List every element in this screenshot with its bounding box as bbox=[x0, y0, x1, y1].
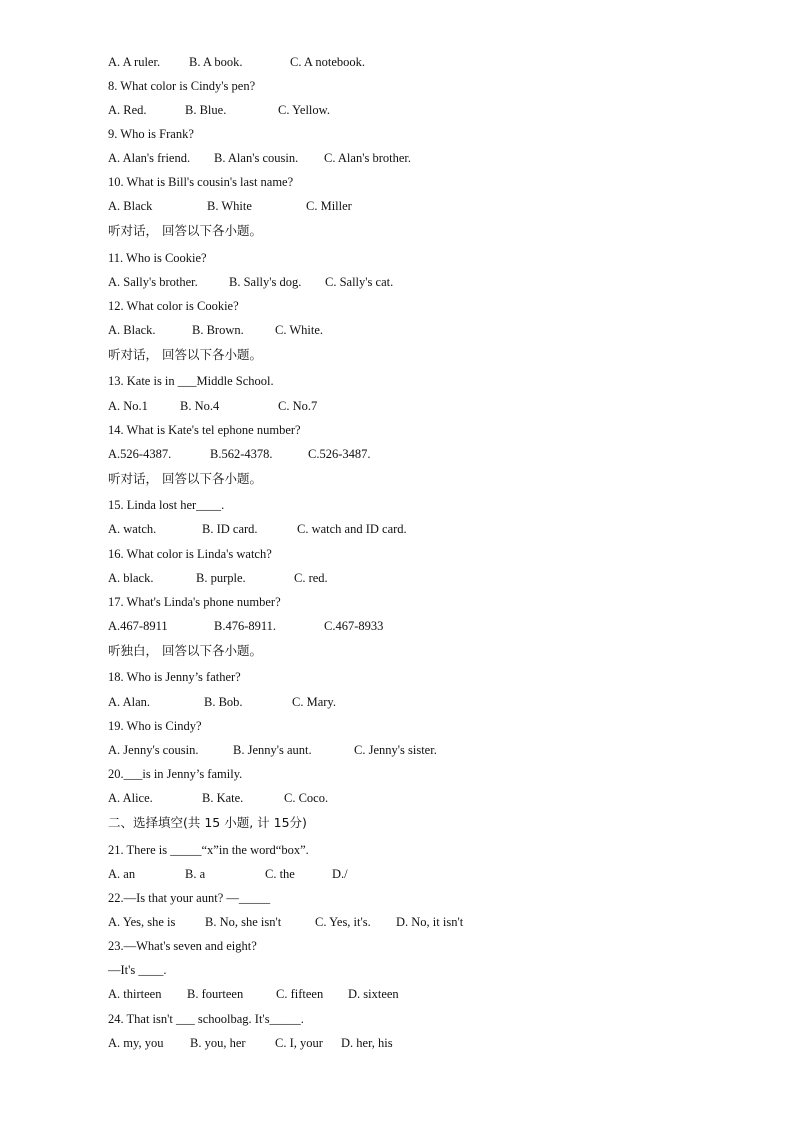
option-c: C. Sally's cat. bbox=[325, 275, 394, 289]
option-b: B. Alan's cousin. bbox=[214, 151, 299, 165]
option-a: A. thirteen bbox=[108, 987, 162, 1001]
options-row bbox=[108, 322, 323, 338]
option-b: B.562-4378. bbox=[210, 447, 273, 461]
options-row bbox=[108, 102, 330, 118]
section-instruction: 听对话， 回答以下各小题。 bbox=[108, 223, 262, 238]
question-text: 9. Who is Frank? bbox=[108, 127, 194, 141]
section-heading: 二、选择填空(共 15 小题, 计 15分) bbox=[108, 815, 307, 830]
option-b: B. A book. bbox=[189, 55, 243, 69]
option-c: C. White. bbox=[275, 323, 324, 337]
section-instruction: 听对话， 回答以下各小题。 bbox=[108, 471, 262, 486]
option-d: D. her, his bbox=[341, 1036, 393, 1050]
option-b: B. fourteen bbox=[187, 987, 244, 1001]
options-row bbox=[108, 398, 317, 414]
option-a: A.467-8911 bbox=[108, 619, 168, 633]
option-b: B. No, she isn't bbox=[205, 915, 282, 929]
question-text: 13. Kate is in ___Middle School. bbox=[108, 374, 274, 388]
option-c: C. Miller bbox=[306, 199, 352, 213]
option-c: C. A notebook. bbox=[290, 55, 366, 69]
option-b: B. Sally's dog. bbox=[229, 275, 302, 289]
option-a: A. Alan's friend. bbox=[108, 151, 191, 165]
options-row bbox=[108, 274, 393, 290]
question-text: 16. What color is Linda's watch? bbox=[108, 547, 272, 561]
question-text: 23.—What's seven and eight? bbox=[108, 939, 257, 953]
option-d: D. No, it isn't bbox=[396, 915, 464, 929]
option-c: C. the bbox=[265, 867, 295, 881]
options-row bbox=[108, 790, 328, 806]
option-c: C. Alan's brother. bbox=[324, 151, 411, 165]
option-a: A. Red. bbox=[108, 103, 147, 117]
option-c: C. Mary. bbox=[292, 695, 336, 709]
options-row bbox=[108, 521, 407, 537]
option-b: B. Jenny's aunt. bbox=[233, 743, 312, 757]
option-c: C. Coco. bbox=[284, 791, 329, 805]
option-c: C. Jenny's sister. bbox=[354, 743, 437, 757]
options-row bbox=[108, 694, 336, 710]
section-instruction: 听独白， 回答以下各小题。 bbox=[108, 643, 262, 658]
option-b: B. White bbox=[207, 199, 252, 213]
option-c: C. fifteen bbox=[276, 987, 324, 1001]
option-a: A. Alice. bbox=[108, 791, 153, 805]
options-row bbox=[108, 914, 463, 930]
options-row bbox=[108, 866, 348, 882]
options-row bbox=[108, 986, 399, 1002]
options-row bbox=[108, 742, 437, 758]
option-c: C.467-8933 bbox=[324, 619, 384, 633]
option-a: A. an bbox=[108, 867, 136, 881]
option-a: A. A ruler. bbox=[108, 55, 161, 69]
option-d: D. sixteen bbox=[348, 987, 399, 1001]
option-b: B. Blue. bbox=[185, 103, 227, 117]
option-a: A. Black bbox=[108, 199, 153, 213]
option-b: B. Kate. bbox=[202, 791, 244, 805]
option-c: C. watch and ID card. bbox=[297, 522, 407, 536]
options-row bbox=[108, 570, 328, 586]
option-a: A. Jenny's cousin. bbox=[108, 743, 199, 757]
option-b: B. No.4 bbox=[180, 399, 220, 413]
option-b: B. purple. bbox=[196, 571, 246, 585]
option-a: A. Sally's brother. bbox=[108, 275, 198, 289]
question-text: 20.___is in Jenny’s family. bbox=[108, 767, 243, 781]
option-a: A. Alan. bbox=[108, 695, 151, 709]
options-row bbox=[108, 446, 371, 462]
option-c: C. I, your bbox=[275, 1036, 323, 1050]
option-c: C. No.7 bbox=[278, 399, 318, 413]
question-text: 12. What color is Cookie? bbox=[108, 299, 239, 313]
section-instruction: 听对话， 回答以下各小题。 bbox=[108, 347, 262, 362]
option-a: A. No.1 bbox=[108, 399, 148, 413]
question-text: 21. There is _____“x”in the word“box”. bbox=[108, 843, 309, 857]
option-b: B. you, her bbox=[190, 1036, 246, 1050]
option-c: C. red. bbox=[294, 571, 328, 585]
question-text: 19. Who is Cindy? bbox=[108, 719, 202, 733]
question-text: 17. What's Linda's phone number? bbox=[108, 595, 281, 609]
option-c: C. Yes, it's. bbox=[315, 915, 371, 929]
option-b: B. Bob. bbox=[204, 695, 243, 709]
option-b: B. ID card. bbox=[202, 522, 258, 536]
option-a: A.526-4387. bbox=[108, 447, 172, 461]
question-text: 10. What is Bill's cousin's last name? bbox=[108, 175, 294, 189]
option-a: A. Black. bbox=[108, 323, 156, 337]
question-text: 15. Linda lost her____. bbox=[108, 498, 225, 512]
question-text: 8. What color is Cindy's pen? bbox=[108, 79, 256, 93]
option-b: B.476-8911. bbox=[214, 619, 277, 633]
option-a: A. Yes, she is bbox=[108, 915, 176, 929]
option-a: A. black. bbox=[108, 571, 154, 585]
question-text: 18. Who is Jenny’s father? bbox=[108, 670, 241, 684]
options-row bbox=[108, 618, 383, 634]
options-row bbox=[108, 198, 352, 214]
option-c: C.526-3487. bbox=[308, 447, 371, 461]
question-text: 24. That isn't ___ schoolbag. It's_____. bbox=[108, 1012, 304, 1026]
answer-text: —It's ____. bbox=[108, 963, 167, 977]
option-a: A. watch. bbox=[108, 522, 157, 536]
options-row bbox=[108, 1035, 393, 1051]
option-b: B. Brown. bbox=[192, 323, 244, 337]
options-row bbox=[108, 150, 411, 166]
options-row bbox=[108, 54, 365, 70]
option-d: D./ bbox=[332, 867, 348, 881]
question-text: 14. What is Kate's tel ephone number? bbox=[108, 423, 301, 437]
question-text: 11. Who is Cookie? bbox=[108, 251, 207, 265]
option-c: C. Yellow. bbox=[278, 103, 330, 117]
option-b: B. a bbox=[185, 867, 206, 881]
option-a: A. my, you bbox=[108, 1036, 164, 1050]
question-text: 22.—Is that your aunt? —_____ bbox=[108, 891, 271, 905]
